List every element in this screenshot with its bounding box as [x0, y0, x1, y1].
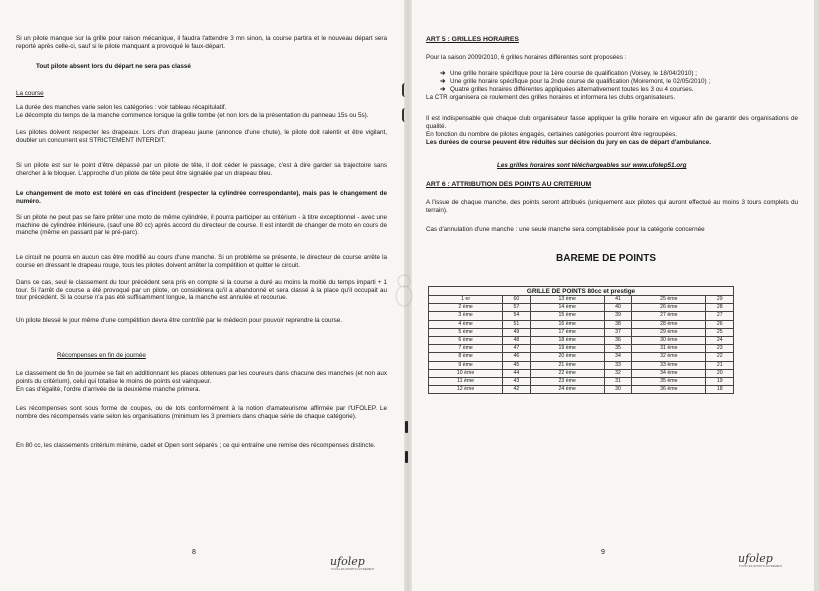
rank-cell: 1 er — [429, 296, 503, 304]
rank-cell: 33 ème — [632, 361, 706, 369]
table-row — [429, 369, 734, 377]
table-row — [429, 304, 734, 312]
table-row — [429, 312, 734, 320]
points-scale-title: BAREME DE POINTS — [556, 253, 657, 264]
paragraph: Il est indispensable que chaque club organisateur fasse appliquer la grille horaire en vigueur afin de garantir des organisations de qualité. — [426, 115, 798, 130]
points-cell: 27 — [706, 312, 734, 320]
list-item: ➔ Quatre grilles horaires différentes appliquées alternativement toutes les 3 ou 4 courses. — [440, 86, 694, 93]
rank-cell: 13 ème — [530, 296, 604, 304]
paragraph: Si un pilote ne peut pas se faire prêter une moto de même cylindrée, il pourra participer au critérium - à titre exceptionnel - avec une machine de cylindrée inférieure, (sauf une 80 cc) après accord du directeur de course. Il est interdit de changer de moto en cours de manche (même en passant par le pré-parc). — [16, 214, 387, 237]
page-edge — [814, 0, 819, 591]
rank-cell: 26 ème — [632, 304, 706, 312]
points-cell: 48 — [503, 336, 530, 344]
rank-cell: 18 ème — [530, 336, 604, 344]
points-cell: 30 — [604, 386, 631, 394]
ufolep-logo: ufolep — [330, 555, 365, 568]
points-cell: 43 — [503, 377, 530, 385]
points-cell: 42 — [503, 386, 530, 394]
rank-cell: 3 ème — [429, 312, 503, 320]
rank-cell: 23 ème — [530, 377, 604, 385]
rank-cell: 7 ème — [429, 345, 503, 353]
arrow-icon: ➔ — [440, 78, 446, 85]
table-caption: GRILLE DE POINTS 80cc et prestige — [429, 287, 734, 296]
rank-cell: 32 ème — [632, 353, 706, 361]
points-cell: 38 — [604, 320, 631, 328]
points-cell: 44 — [503, 369, 530, 377]
points-cell: 34 — [604, 353, 631, 361]
rank-cell: 34 ème — [632, 369, 706, 377]
rank-cell: 28 ème — [632, 320, 706, 328]
table-row — [429, 386, 734, 394]
bold-paragraph: Le changement de moto est toléré en cas d'incident (respecter la cylindrée correspondante), mais pas le changement de numéro. — [16, 190, 387, 205]
paragraph: Un pilote blessé le jour même d'une compétition devra être contrôlé par le médecin pour pouvoir reprendre la course. — [16, 317, 343, 324]
rank-cell: 16 ème — [530, 320, 604, 328]
rank-cell: 36 ème — [632, 386, 706, 394]
points-cell: 41 — [604, 296, 631, 304]
table-row — [429, 296, 734, 304]
rank-cell: 10 ème — [429, 369, 503, 377]
article-heading: ART 5 : GRILLES HORAIRES — [426, 36, 519, 43]
paragraph: Le classement de fin de journée se fait en additionnant les places obtenues par les coureurs dans chacune des manches (et non aux points du critérium), celui qui totalise le moins de points est vainqueur. — [16, 370, 387, 385]
points-cell: 54 — [503, 312, 530, 320]
arrow-icon: ➔ — [440, 70, 446, 77]
paragraph: Le décompte du temps de la manche commence lorsque la grille tombe (et non lors de la présentation du panneau 15s ou 5s). — [16, 112, 369, 119]
paragraph: Pour la saison 2009/2010, 6 grilles horaires différentes sont proposées : — [426, 54, 627, 61]
rank-cell: 8 ème — [429, 353, 503, 361]
rank-cell: 17 ème — [530, 328, 604, 336]
table-row — [429, 345, 734, 353]
rank-cell: 29 ème — [632, 328, 706, 336]
table-row — [429, 320, 734, 328]
table-row — [429, 377, 734, 385]
rank-cell: 35 ème — [632, 377, 706, 385]
paragraph: A l'issue de chaque manche, des points seront attribués (uniquement aux pilotes qui auront effectué au moins 3 tours complets du terrain). — [426, 199, 798, 214]
paragraph: Les pilotes doivent respecter les drapeaux. Lors d'un drapeau jaune (annonce d'une chute), le pilote doit ralentir et être vigilant, doubler un concurrent est STRICTEMENT INTERDIT. — [16, 129, 387, 144]
paragraph: La CTR organisera ce roulement des grilles horaires et informera les clubs organisateurs. — [426, 94, 676, 101]
staple-mark — [402, 83, 407, 97]
rank-cell: 6 ème — [429, 336, 503, 344]
paragraph: Si un pilote est sur le point d'être dépassé par un pilote de tête, il doit céder le passage, c'est à dire garder sa trajectoire sans chercher à le bloquer. L'approche d'un pilote de tête peut être signalée par un drapeau bleu. — [16, 162, 387, 177]
rank-cell: 25 ème — [632, 296, 706, 304]
table-row — [429, 328, 734, 336]
section-heading: Récompenses en fin de journée — [57, 352, 146, 359]
points-cell: 35 — [604, 345, 631, 353]
faint-figure-icon — [393, 272, 415, 312]
rank-cell: 11 ème — [429, 377, 503, 385]
points-cell: 25 — [706, 328, 734, 336]
staple-mark — [405, 421, 408, 433]
rank-cell: 15 ème — [530, 312, 604, 320]
points-cell: 46 — [503, 353, 530, 361]
rank-cell: 2 ème — [429, 304, 503, 312]
points-cell: 20 — [706, 369, 734, 377]
points-cell: 57 — [503, 304, 530, 312]
rank-cell: 12 ème — [429, 386, 503, 394]
points-cell: 45 — [503, 361, 530, 369]
paragraph: En cas d'égalité, l'ordre d'arrivée de la deuxième manche primera. — [16, 386, 201, 393]
page-number: 9 — [601, 549, 605, 556]
paragraph: Dans ce cas, seul le classement du tour précédent sera pris en compte si la course a duré au moins la moitié du temps imparti + 1 tour. Si l'arrêt de course a été provoqué par un pilote, on considérera qu'il a abandonné et sera classé à la place qu'il occupait au tour précédent. Si la course n'a pas été suffisamment longue, la manche est annulée et recourue. — [16, 279, 387, 302]
bold-paragraph: Les durées de course peuvent être réduites sur décision du jury en cas de départ d'ambulance. — [426, 139, 711, 146]
rank-cell: 5 ème — [429, 328, 503, 336]
rank-cell: 21 ème — [530, 361, 604, 369]
list-item: ➔ Une grille horaire spécifique pour la 1ère course de qualification (Voisey, le 18/04/2010) ; — [440, 70, 698, 77]
logo-tagline: TOUS LES SPORTS AUTREMENT — [331, 568, 375, 571]
points-cell: 21 — [706, 361, 734, 369]
logo-tagline: TOUS LES SPORTS AUTREMENT — [739, 565, 783, 568]
rank-cell: 19 ème — [530, 345, 604, 353]
rank-cell: 30 ème — [632, 336, 706, 344]
rank-cell: 27 ème — [632, 312, 706, 320]
bold-notice: Tout pilote absent lors du départ ne sera pas classé — [36, 63, 191, 70]
ufolep-logo: ufolep — [738, 552, 773, 565]
points-cell: 51 — [503, 320, 530, 328]
points-cell: 36 — [604, 336, 631, 344]
points-cell: 24 — [706, 336, 734, 344]
paragraph: En fonction du nombre de pilotes engagés, certaines catégories pourront être regroupées. — [426, 131, 677, 138]
rank-cell: 24 ème — [530, 386, 604, 394]
paragraph: Les récompenses sont sous forme de coupes, ou de lots conformément à la notion d'amateurisme affirmée par l'UFOLEP. Le nombre des récompensés varie selon les organisations (minimum les 3 premiers dans chaque série de chaque catégorie). — [16, 405, 387, 420]
rank-cell: 22 ème — [530, 369, 604, 377]
section-heading: La course — [16, 90, 44, 97]
rank-cell: 20 ème — [530, 353, 604, 361]
staple-mark — [405, 451, 408, 463]
arrow-icon: ➔ — [440, 86, 446, 93]
points-cell: 31 — [604, 377, 631, 385]
rank-cell: 14 ème — [530, 304, 604, 312]
paragraph: En 80 cc, les classements critérium minime, cadet et Open sont séparés ; ce qui entraîne une remise des récompenses distincte. — [16, 442, 376, 449]
points-cell: 33 — [604, 361, 631, 369]
table-row — [429, 336, 734, 344]
points-cell: 37 — [604, 328, 631, 336]
points-cell: 19 — [706, 377, 734, 385]
paragraph: La durée des manches varie selon les catégories : voir tableau récapitulatif. — [16, 104, 227, 111]
article-heading: ART 6 : ATTRIBUTION DES POINTS AU CRITERIUM — [426, 181, 592, 188]
points-cell: 28 — [706, 304, 734, 312]
page-number: 8 — [192, 549, 196, 556]
points-cell: 39 — [604, 312, 631, 320]
rank-cell: 9 ème — [429, 361, 503, 369]
paragraph: Le circuit ne pourra en aucun cas être modifié au cours d'une manche. Si un problème se présente, le directeur de course arrête la course en dressant le drapeau rouge, tous les pilotes doivent arrêter la compétition et quitter le circuit. — [16, 254, 387, 269]
points-table — [428, 286, 734, 394]
points-cell: 26 — [706, 320, 734, 328]
staple-mark — [402, 108, 407, 122]
paragraph: Cas d'annulation d'une manche : une seule manche sera comptabilisée pour la catégorie concernée — [426, 226, 705, 233]
rank-cell: 31 ème — [632, 345, 706, 353]
table-row — [429, 361, 734, 369]
rank-cell: 4 ème — [429, 320, 503, 328]
table-row — [429, 353, 734, 361]
points-cell: 49 — [503, 328, 530, 336]
points-cell: 47 — [503, 345, 530, 353]
points-cell: 32 — [604, 369, 631, 377]
points-cell: 23 — [706, 345, 734, 353]
list-item: ➔ Une grille horaire spécifique pour la 2nde course de qualification (Moiremont, le 02/05/2010) ; — [440, 78, 711, 85]
points-cell: 40 — [604, 304, 631, 312]
paragraph: Si un pilote manque sur la grille pour raison mécanique, il faudra l'attendre 3 mn sinon, la course partira et le nouveau départ sera reporté après celle-ci, sauf si le pilote manquant a provoqué le faux-départ. — [16, 35, 387, 50]
download-link[interactable]: Les grilles horaires sont téléchargeables sur www.ufolep51.org — [497, 162, 687, 169]
points-cell: 22 — [706, 353, 734, 361]
points-cell: 18 — [706, 386, 734, 394]
points-cell: 60 — [503, 296, 530, 304]
points-cell: 29 — [706, 296, 734, 304]
